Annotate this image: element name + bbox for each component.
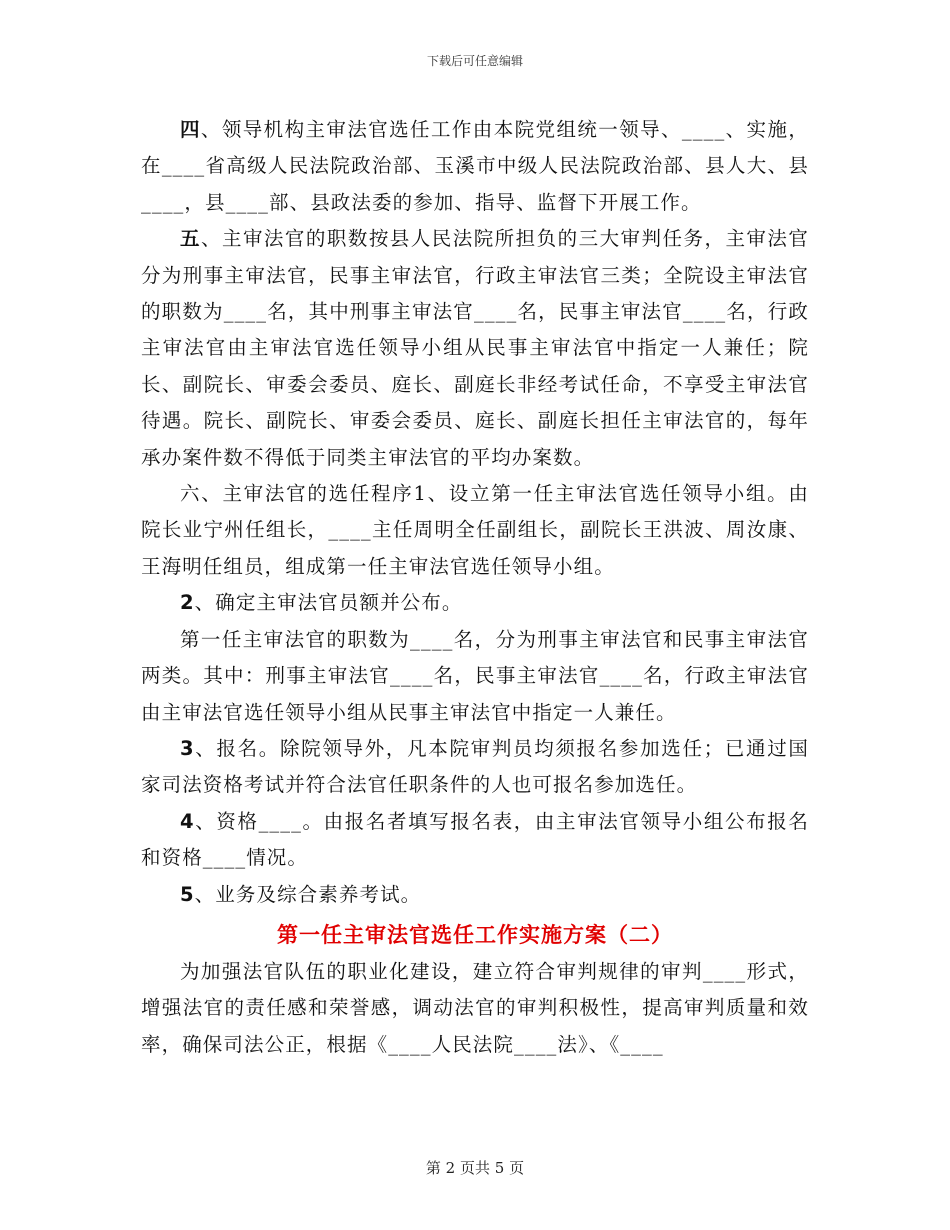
paragraph-step-3: [141, 731, 809, 804]
paragraph-text: 、业务及综合素养考试。: [194, 882, 422, 906]
paragraph-number: 五: [180, 227, 201, 251]
paragraph-step-2: [141, 585, 809, 621]
paragraph-text: 、报名。除院领导外，凡本院审判员均须报名参加选任；已通过国家司法资格考试并符合法官任职条件的人也可报名参加选任。: [141, 736, 809, 797]
paragraph-step-4: [141, 804, 809, 877]
paragraph-number: 5: [180, 882, 195, 906]
paragraph-text: 为加强法官队伍的职业化建设，建立符合审判规律的审判____形式，增强法官的责任感和荣誉感，调动法官的审判积极性，提高审判质量和效率，确保司法公正，根据《____人民法院____法》、《____: [141, 959, 809, 1056]
paragraph-step-2-detail: [141, 622, 809, 731]
paragraph-5: [141, 221, 809, 476]
paragraph-number: 3: [180, 736, 195, 760]
paragraph-text: 第一任主审法官的职数为____名，分为刑事主审法官和民事主审法官两类。其中：刑事主审法官____名，民事主审法官____名，行政主审法官由主审法官选任领导小组从民事主审法官中指定一人兼任。: [141, 627, 809, 724]
paragraph-intro: [141, 954, 809, 1063]
paragraph-text: 、领导机构主审法官选任工作由本院党组统一领导、____、实施，在____省高级人民法院政治部、玉溪市中级人民法院政治部、县人大、县____，县____部、县政法委的参加、指导、监督下开展工作。: [141, 118, 809, 214]
paragraph-text: 六、主审法官的选任程序1、设立第一任主审法官选任领导小组。由院长业宁州任组长，____主任周明全任副组长，副院长王洪波、周汝康、王海明任组员，组成第一任主审法官选任领导小组。: [141, 482, 809, 578]
paragraph-6: [141, 476, 809, 585]
section-title: 第一任主审法官选任工作实施方案（二）: [277, 921, 673, 947]
paragraph-text: 、资格____。由报名者填写报名表，由主审法官领导小组公布报名和资格____情况。: [141, 809, 809, 870]
page-header: 下载后可任意编辑: [426, 54, 523, 68]
paragraph-4: [141, 112, 809, 221]
paragraph-text: 、确定主审法官员额并公布。: [194, 591, 463, 615]
paragraph-number: 2: [180, 591, 195, 615]
paragraph-number: 4: [180, 809, 195, 833]
page-footer: 第 2 页共 5 页: [425, 1159, 525, 1177]
document-body: [141, 112, 809, 1063]
paragraph-text: 、主审法官的职数按县人民法院所担负的三大审判任务，主审法官分为刑事主审法官，民事主审法官，行政主审法官三类；全院设主审法官的职数为____名，其中刑事主审法官____名，民事主审法官____名，行政主审法官由主审法官选任领导小组从民事主审法官中指定一人兼任；院长、副院长、审委会委员、庭长、副庭长非经考试任命，不享受主审法官待遇。院长、副院长、审委会委员、庭长、副庭长担任主审法官的，每年承办案件数不得低于同类主审法官的平均办案数。: [141, 227, 809, 469]
paragraph-number: 四: [180, 118, 201, 141]
paragraph-step-5: [141, 877, 809, 913]
